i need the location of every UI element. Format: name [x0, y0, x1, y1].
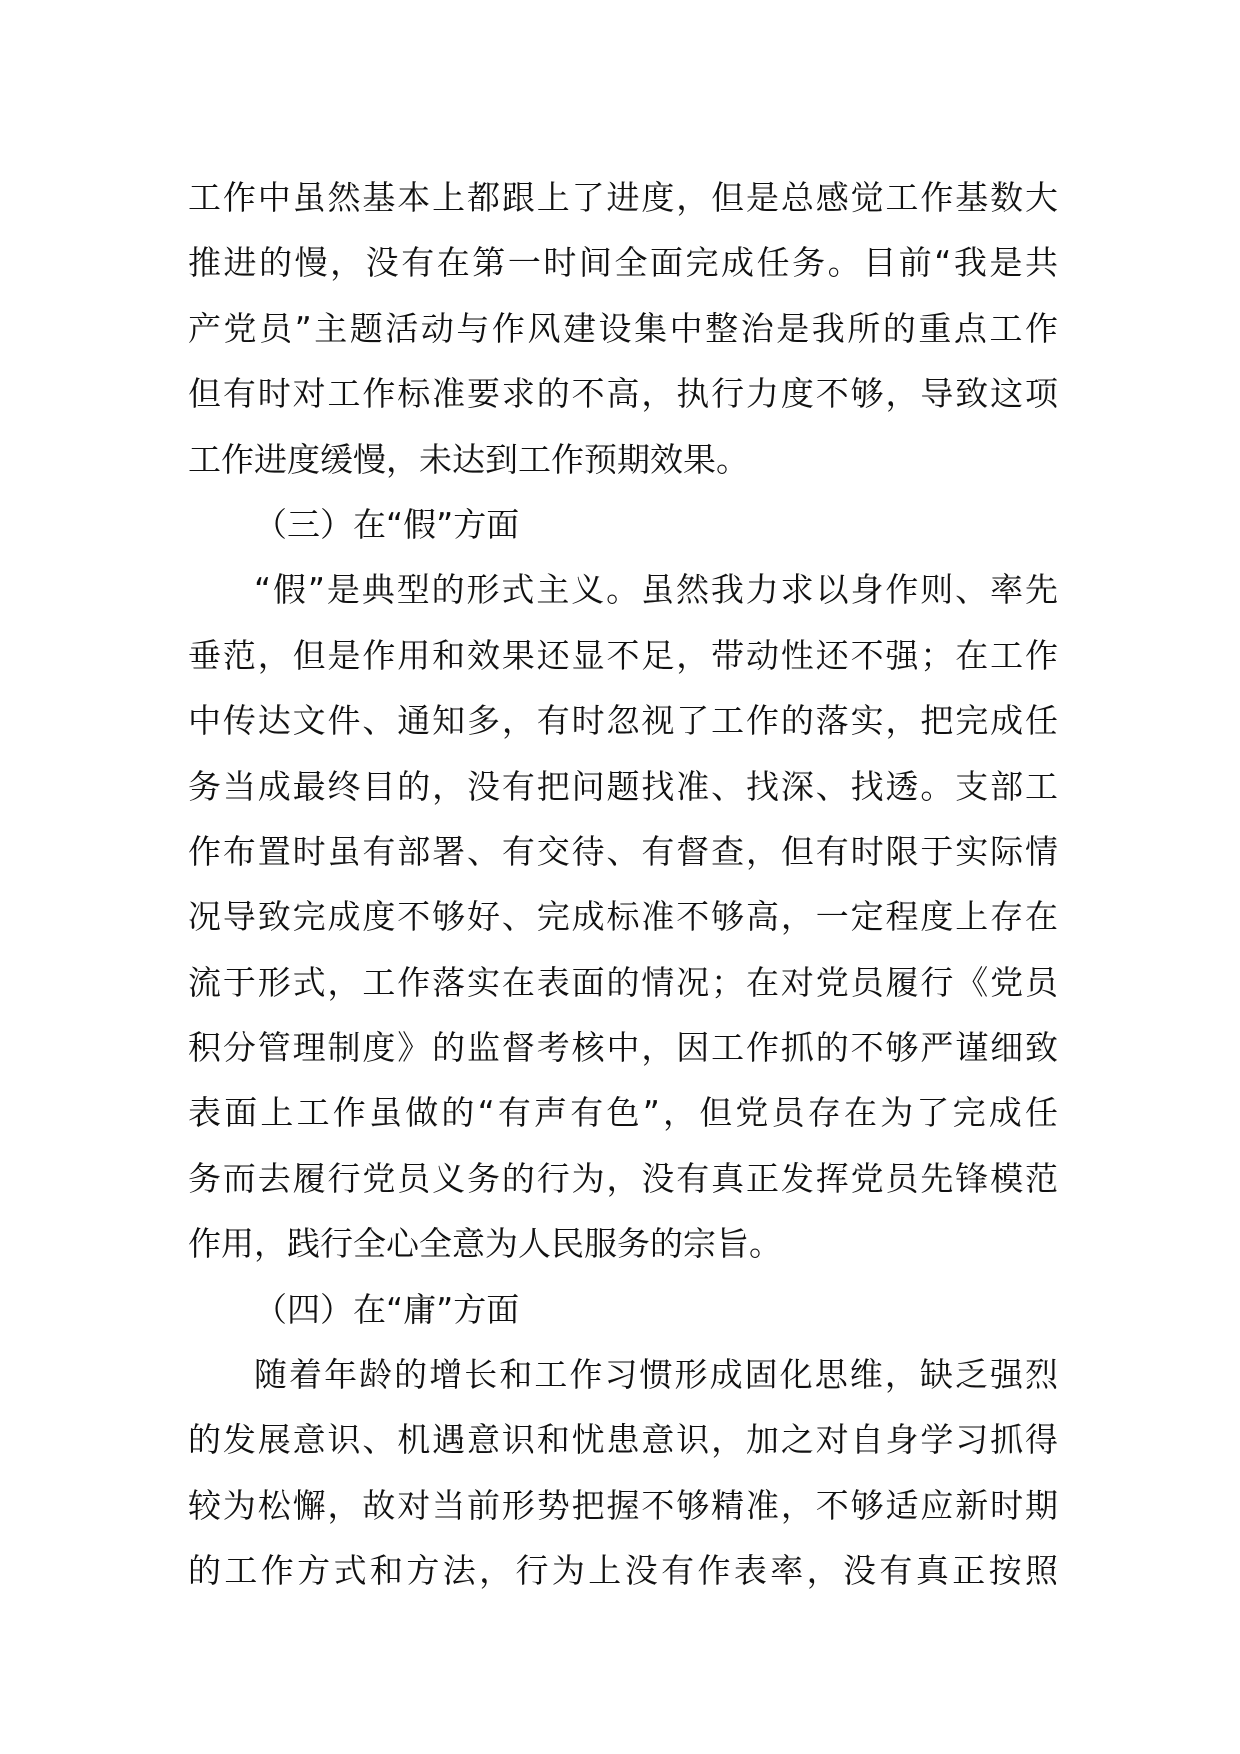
body-line: 作用，践行全心全意为人民服务的宗旨。 — [188, 1224, 782, 1264]
body-line: 作布置时虽有部署、有交待、有督查，但有时限于实际情 — [188, 831, 1058, 871]
body-line: 流于形式，工作落实在表面的情况；在对党员履行《党员 — [188, 962, 1058, 1002]
body-line: 工作中虽然基本上都跟上了进度，但是总感觉工作基数大 — [188, 178, 1058, 217]
body-line: 况导致完成度不够好、完成标准不够高，一定程度上存在 — [188, 897, 1058, 937]
body-line: 的工作方式和方法，行为上没有作表率，没有真正按照 — [188, 1551, 1058, 1591]
body-line: 推进的慢，没有在第一时间全面完成任务。目前“我是共 — [188, 243, 1058, 283]
body-line: 的发展意识、机遇意识和忧患意识，加之对自身学习抓得 — [188, 1420, 1058, 1460]
body-line: 积分管理制度》的监督考核中，因工作抓的不够严谨细致 — [188, 1028, 1058, 1068]
body-line: 表面上工作虽做的“有声有色”，但党员存在为了完成任 — [188, 1093, 1058, 1133]
body-line: 务当成最终目的，没有把问题找准、找深、找透。支部工 — [188, 766, 1058, 806]
body-line: “假”是典型的形式主义。虽然我力求以身作则、率先 — [254, 570, 1058, 610]
body-line: 产党员”主题活动与作风建设集中整治是我所的重点工作 — [188, 308, 1058, 348]
body-line: 务而去履行党员义务的行为，没有真正发挥党员先锋模范 — [188, 1158, 1058, 1198]
document-body — [188, 165, 1058, 1604]
section-heading-3: （三）在“假”方面 — [254, 504, 520, 544]
section-heading-4: （四）在“庸”方面 — [254, 1289, 520, 1329]
body-line: 较为松懈，故对当前形势把握不够精准，不够适应新时期 — [188, 1485, 1058, 1525]
body-line: 随着年龄的增长和工作习惯形成固化思维，缺乏强烈 — [254, 1355, 1058, 1395]
body-line: 中传达文件、通知多，有时忽视了工作的落实，把完成任 — [188, 701, 1058, 741]
body-line: 工作进度缓慢，未达到工作预期效果。 — [188, 439, 749, 479]
body-line: 垂范，但是作用和效果还显不足，带动性还不强；在工作 — [188, 635, 1058, 675]
body-line: 但有时对工作标准要求的不高，执行力度不够，导致这项 — [188, 374, 1058, 414]
